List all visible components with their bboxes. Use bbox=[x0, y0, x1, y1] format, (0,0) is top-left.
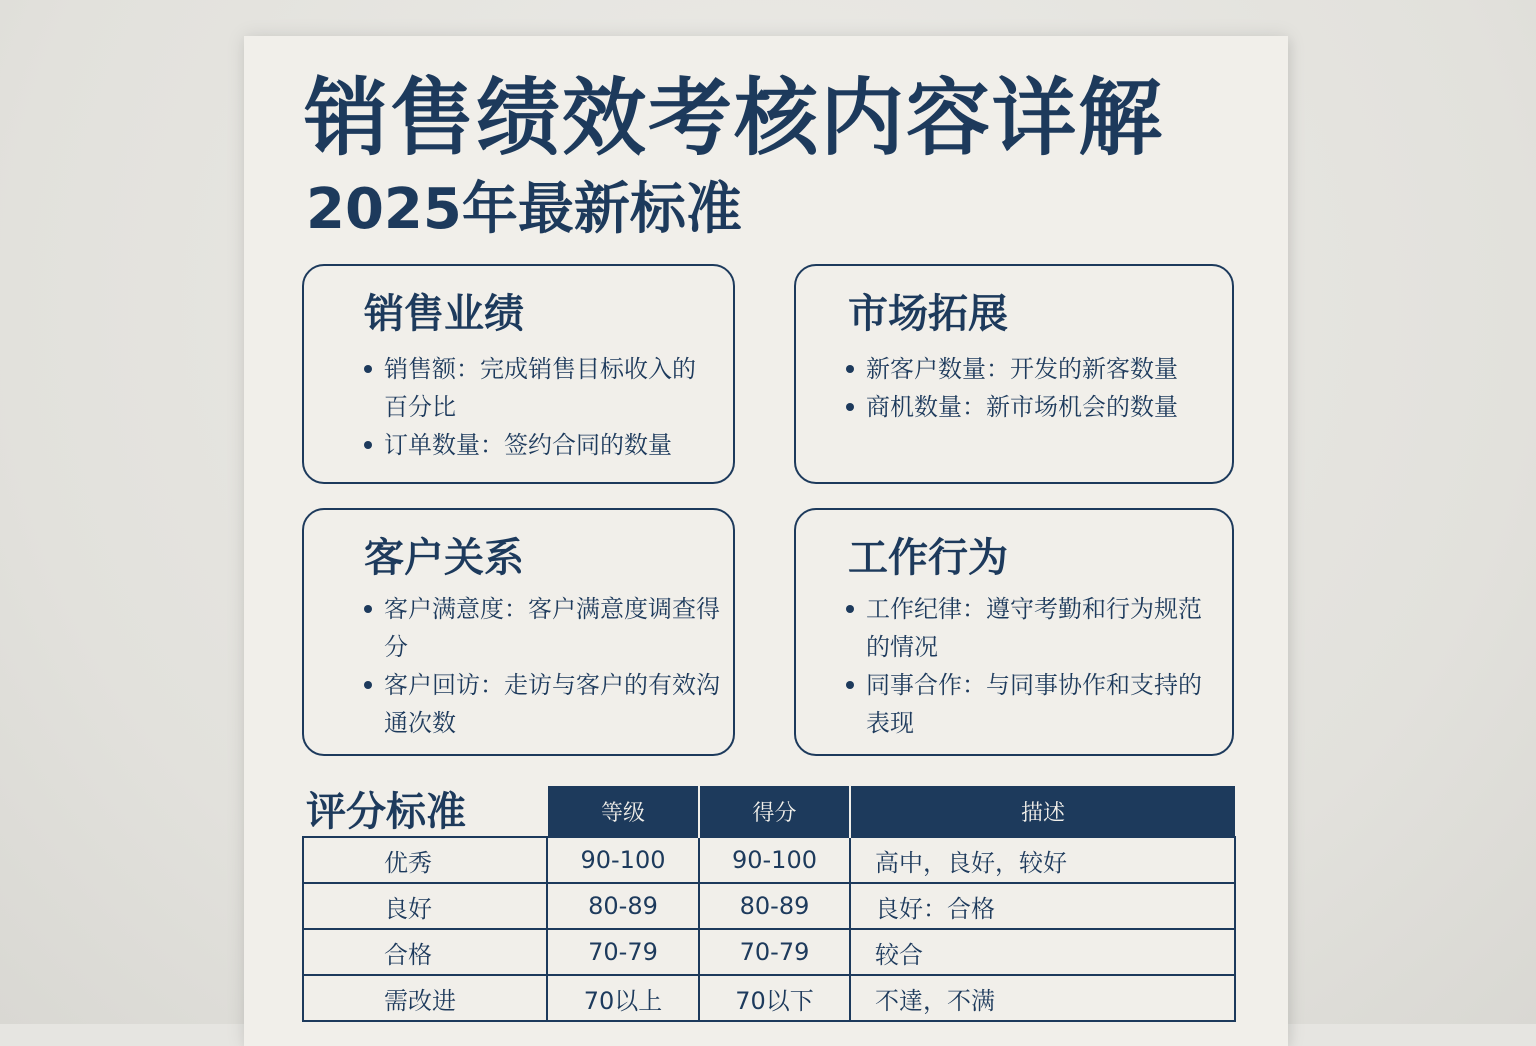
table-cell: 高中，良好，较好 bbox=[850, 837, 1235, 883]
table-cell: 良好：合格 bbox=[850, 883, 1235, 929]
table-cell: 优秀 bbox=[303, 837, 547, 883]
card-sales-performance bbox=[302, 264, 735, 484]
list-item: 销售额：完成销售目标收入的百分比 bbox=[362, 350, 712, 426]
list-item: 新客户数量：开发的新客数量 bbox=[844, 350, 1224, 388]
card-customer-relations bbox=[302, 508, 735, 756]
table-cell: 70以下 bbox=[699, 975, 850, 1021]
list-item: 客户回访：走访与客户的有效沟通次数 bbox=[362, 666, 722, 742]
table-cell: 不達，不满 bbox=[850, 975, 1235, 1021]
card-title: 客户关系 bbox=[364, 535, 524, 581]
table-cell: 70以上 bbox=[547, 975, 699, 1021]
table-header: 等级 bbox=[547, 786, 699, 837]
table-header: 得分 bbox=[699, 786, 850, 837]
table-cell: 合格 bbox=[303, 929, 547, 975]
card-title: 市场拓展 bbox=[848, 291, 1008, 337]
table-cell: 80-89 bbox=[547, 883, 699, 929]
list-item: 客户满意度：客户满意度调查得分 bbox=[362, 590, 722, 666]
table-cell: 需改进 bbox=[303, 975, 547, 1021]
card-work-behavior bbox=[794, 508, 1234, 756]
list-item: 商机数量：新市场机会的数量 bbox=[844, 388, 1224, 426]
card-title: 工作行为 bbox=[848, 535, 1008, 581]
table-cell: 良好 bbox=[303, 883, 547, 929]
table-row bbox=[303, 929, 1235, 975]
card-list bbox=[844, 590, 1224, 742]
table-row bbox=[303, 975, 1235, 1021]
table-cell: 90-100 bbox=[699, 837, 850, 883]
card-title: 销售业绩 bbox=[364, 291, 524, 337]
table-cell: 70-79 bbox=[699, 929, 850, 975]
page-title: 销售绩效考核内容详解 bbox=[304, 69, 1165, 167]
card-list bbox=[362, 590, 722, 742]
table-row bbox=[303, 837, 1235, 883]
list-item: 工作纪律：遵守考勤和行为规范的情况 bbox=[844, 590, 1224, 666]
table-row bbox=[303, 883, 1235, 929]
table-cell: 90-100 bbox=[547, 837, 699, 883]
table-cell: 70-79 bbox=[547, 929, 699, 975]
card-list bbox=[844, 350, 1224, 426]
table-cell: 80-89 bbox=[699, 883, 850, 929]
table-cell: 较合 bbox=[850, 929, 1235, 975]
table-header: 描述 bbox=[850, 786, 1235, 837]
list-item: 订单数量：签约合同的数量 bbox=[362, 426, 712, 464]
scoring-heading: 评分标准 bbox=[306, 789, 466, 835]
page-subtitle: 2025年最新标准 bbox=[306, 177, 742, 242]
list-item: 同事合作：与同事协作和支持的表现 bbox=[844, 666, 1224, 742]
card-list bbox=[362, 350, 712, 464]
card-market-expansion bbox=[794, 264, 1234, 484]
